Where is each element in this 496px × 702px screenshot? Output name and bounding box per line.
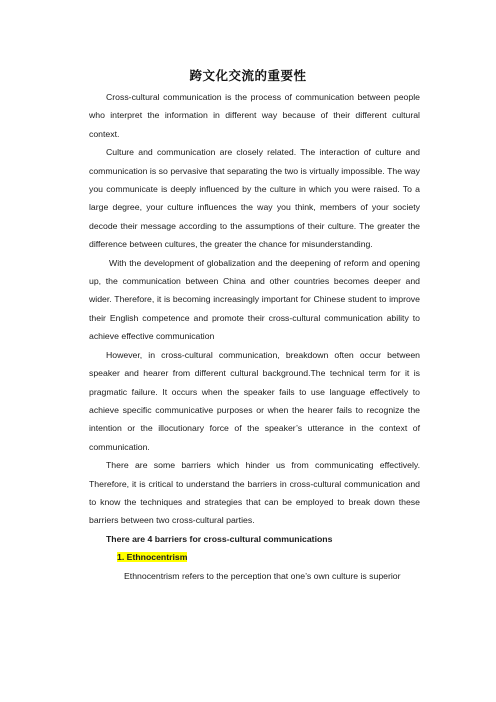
paragraph-culture-communication: Culture and communication are closely related. The interaction of culture and communication is so pervasive that separating the two is virtually impossible. The way you communicate is deeply influenced by the culture in which you were raised. To a large degree, your culture influences the way you think, members of your society decode their message according to the assumptions of their culture. The greater the difference between cultures, the greater the chance for misunderstanding. [89, 147, 420, 250]
barrier-1-title: 1. Ethnocentrism [117, 552, 188, 563]
paragraph-barriers-intro: There are some barriers which hinder us from communicating effectively. Therefore, it is critical to understand the barriers in cross-cultural communication and to know the techniques and strategies that can be employed to break down these barriers between two cross-cultural parties. [89, 460, 420, 526]
barrier-1-text: Ethnocentrism refers to the perception that one’s own culture is superior [124, 570, 401, 581]
barrier-1-heading [89, 548, 420, 566]
document-title: 跨文化交流的重要性 [189, 68, 307, 83]
barriers-heading: There are 4 barriers for cross-cultural communications [106, 533, 333, 544]
paragraph-globalization: With the development of globalization and the deepening of reform and opening up, the communication between China and other countries becomes deeper and wider. Therefore, it is becoming increasingly important for Chinese student to improve their English competence and promote their cross-cultural communication ability to achieve effective communication [89, 257, 420, 342]
document-body [89, 88, 420, 585]
paragraph-definition: Cross-cultural communication is the process of communication between people who interpret the information in different way because of their different cultural context. [89, 92, 420, 139]
paragraph-pragmatic-failure: However, in cross-cultural communication, breakdown often occur between speaker and hearer from different cultural background.The technical term for it is pragmatic failure. It occurs when the speaker fails to use language effectively to achieve specific communicative purposes or when the hearer fails to recognize the intention or the illocutionary force of the speaker’s utterance in the context of communication. [89, 349, 420, 452]
